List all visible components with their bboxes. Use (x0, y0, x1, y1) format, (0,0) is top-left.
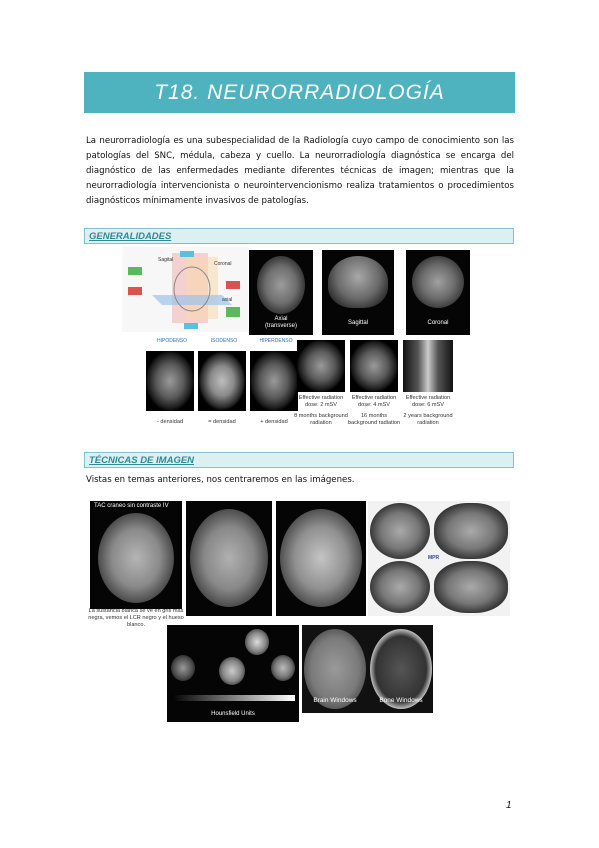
mpr-ct-panel: MPR (368, 501, 510, 616)
window-comparison-panel: Brain Windows Bone Windows (302, 625, 433, 713)
hypodense-ct-image (146, 351, 194, 411)
head-ct-radiation-image (297, 340, 345, 392)
sinus-ct-radiation-image (350, 340, 398, 392)
radiation-caption-2: Effective radiation dose: 4 mSV 16 months background radiation (347, 395, 401, 426)
hyperdense-ct-image (250, 351, 298, 411)
section-header-tecnicas: TÉCNICAS DE IMAGEN (84, 452, 514, 468)
axial-mri-image: Axial (transverse) (249, 250, 313, 335)
radiation-caption-1: Effective radiation dose: 2 mSV 8 months background radiation (294, 395, 348, 426)
hounsfield-scale-panel: Hounsfield Units (167, 625, 299, 722)
tecnicas-paragraph: Vistas en temas anteriores, nos centraremos en las imágenes. (86, 475, 355, 485)
isodense-ct-image (198, 351, 246, 411)
radiation-caption-3: Effective radiation dose: 6 mSV 2 years background radiation (403, 395, 453, 426)
section-header-generalidades: GENERALIDADES (84, 228, 514, 244)
coronal-mri-image: Coronal (406, 250, 470, 335)
planes-diagram: Sagital Coronal axial (122, 247, 248, 332)
title-banner (84, 72, 515, 113)
intro-paragraph: La neurorradiología es una subespecialidad de la Radiología cuyo campo de conocimiento son las patologías del SNC, médula, cabeza y cuello. La neurorradiología diagnóstica se encarga del diagnóstico de las enfermedades mediante diferentes técnicas de imagen; mientras que la neurorradiología intervencionista o neurointervencionismo realiza tratamientos o procedimientos diagnósticos mínimamente invasivos de patologías. (86, 136, 514, 206)
page-number: 1 (506, 800, 512, 811)
page-title: T18. NEURORRADIOLOGÍA (154, 80, 445, 104)
ct-scan-image-2 (186, 501, 272, 616)
ct-scan-image-1: TAC craneo sin contraste IV (90, 501, 182, 609)
sagittal-mri-image: Sagittal (322, 250, 394, 335)
spine-ct-radiation-image (403, 340, 453, 392)
ct-scan-image-3 (276, 501, 366, 616)
